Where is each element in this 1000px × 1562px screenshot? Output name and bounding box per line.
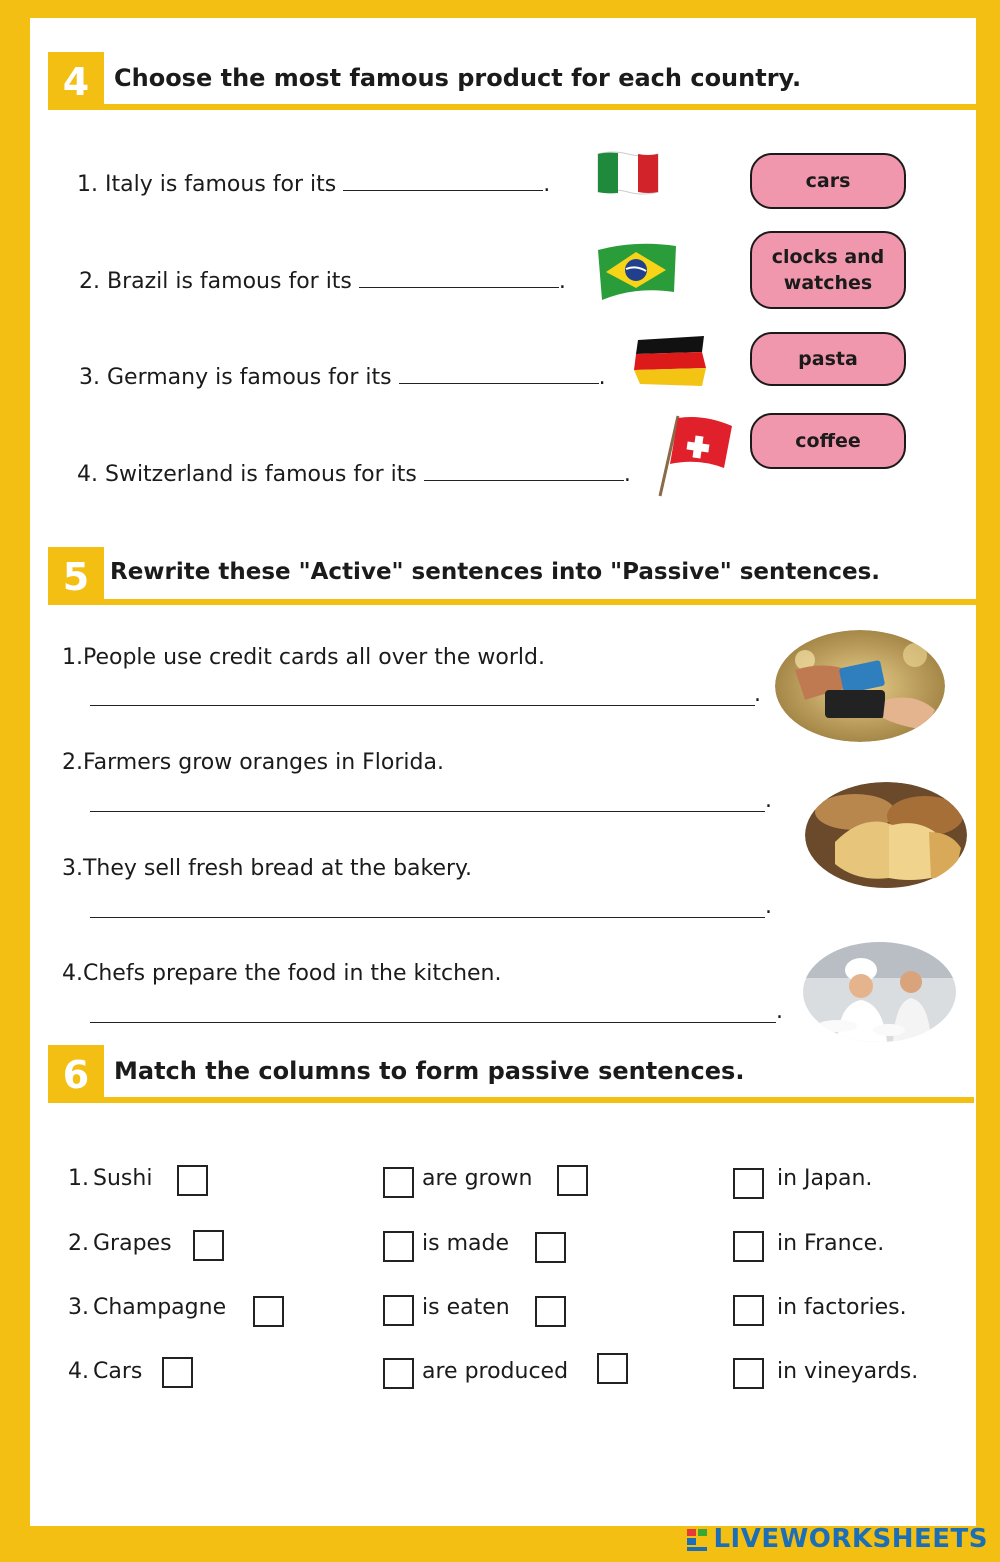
question-end: . [543,172,551,197]
brazil-flag-icon [596,240,678,302]
subject-grapes: Grapes [93,1231,172,1256]
section-5-header [48,547,974,605]
header-underline [98,599,976,605]
line-end-dot: . [765,894,772,919]
answer-line-1[interactable] [90,705,755,706]
header-underline [98,1097,974,1103]
header-underline [98,104,980,110]
place-in-vineyards: in vineyards. [777,1359,919,1384]
question-2 [79,265,566,294]
option-clocks-and-watches[interactable]: clocks and watches [750,231,906,309]
subject-number: 4. [68,1359,89,1384]
active-sentence-1: 1.People use credit cards all over the world. [62,645,545,670]
liveworksheets-logo [687,1524,988,1554]
active-sentence-2: 2.Farmers grow oranges in Florida. [62,750,444,775]
line-end-dot: . [776,999,783,1024]
match-checkbox[interactable] [733,1231,764,1262]
answer-line-2[interactable] [90,811,765,812]
verb-are-produced: are produced [422,1359,569,1384]
verb-are-grown: are grown [422,1166,533,1191]
line-end-dot: . [754,682,761,707]
answer-line-4[interactable] [90,1022,776,1023]
option-cars[interactable]: cars [750,153,906,209]
answer-blank[interactable] [359,265,559,288]
line-end-dot: . [765,788,772,813]
option-coffee[interactable]: coffee [750,413,906,469]
answer-line-3[interactable] [90,917,765,918]
section-6-header [48,1045,972,1103]
match-checkbox[interactable] [535,1232,566,1263]
italy-flag-icon [596,150,660,196]
switzerland-flag-icon [654,412,736,498]
chefs-in-kitchen-image [803,942,956,1042]
match-checkbox[interactable] [383,1358,414,1389]
match-checkbox[interactable] [733,1358,764,1389]
match-checkbox[interactable] [597,1353,628,1384]
question-end: . [558,269,566,294]
section-title: Match the columns to form passive sentences. [114,1057,745,1085]
match-checkbox[interactable] [177,1165,208,1196]
answer-blank[interactable] [399,361,599,384]
subject-number: 2. [68,1231,89,1256]
subject-champagne: Champagne [93,1295,227,1320]
brand-name: LIVEWORKSHEETS [713,1524,988,1554]
subject-cars: Cars [93,1359,143,1384]
section-number-badge: 5 [48,547,104,605]
verb-is-eaten: is eaten [422,1295,510,1320]
answer-blank[interactable] [424,458,624,481]
credit-card-payment-image [775,630,945,742]
section-number-badge: 6 [48,1045,104,1103]
subject-number: 1. [68,1166,89,1191]
question-text: 4. Switzerland is famous for its [77,462,417,487]
match-checkbox[interactable] [383,1231,414,1262]
germany-flag-icon [632,332,710,390]
section-title: Choose the most famous product for each country. [114,64,802,92]
active-sentence-3: 3.They sell fresh bread at the bakery. [62,856,472,881]
question-1 [77,168,550,197]
question-end: . [598,365,606,390]
subject-number: 3. [68,1295,89,1320]
place-in-japan: in Japan. [777,1166,873,1191]
subject-sushi: Sushi [93,1166,153,1191]
place-in-factories: in factories. [777,1295,907,1320]
match-checkbox[interactable] [383,1167,414,1198]
section-title: Rewrite these "Active" sentences into "Passive" sentences. [110,559,881,585]
match-checkbox[interactable] [733,1295,764,1326]
match-checkbox[interactable] [162,1357,193,1388]
answer-blank[interactable] [343,168,543,191]
fresh-bread-image [805,782,967,889]
section-4-header [48,52,978,110]
match-checkbox[interactable] [535,1296,566,1327]
question-3 [79,361,606,390]
verb-is-made: is made [422,1231,509,1256]
match-checkbox[interactable] [383,1295,414,1326]
question-end: . [623,462,631,487]
match-checkbox[interactable] [557,1165,588,1196]
question-4 [77,458,631,487]
option-pasta[interactable]: pasta [750,332,906,386]
place-in-france: in France. [777,1231,885,1256]
question-text: 2. Brazil is famous for its [79,269,352,294]
question-text: 1. Italy is famous for its [77,172,337,197]
match-checkbox[interactable] [253,1296,284,1327]
liveworksheets-mark-icon [687,1527,709,1553]
question-text: 3. Germany is famous for its [79,365,392,390]
match-checkbox[interactable] [193,1230,224,1261]
active-sentence-4: 4.Chefs prepare the food in the kitchen. [62,961,502,986]
match-checkbox[interactable] [733,1168,764,1199]
section-number-badge: 4 [48,52,104,110]
